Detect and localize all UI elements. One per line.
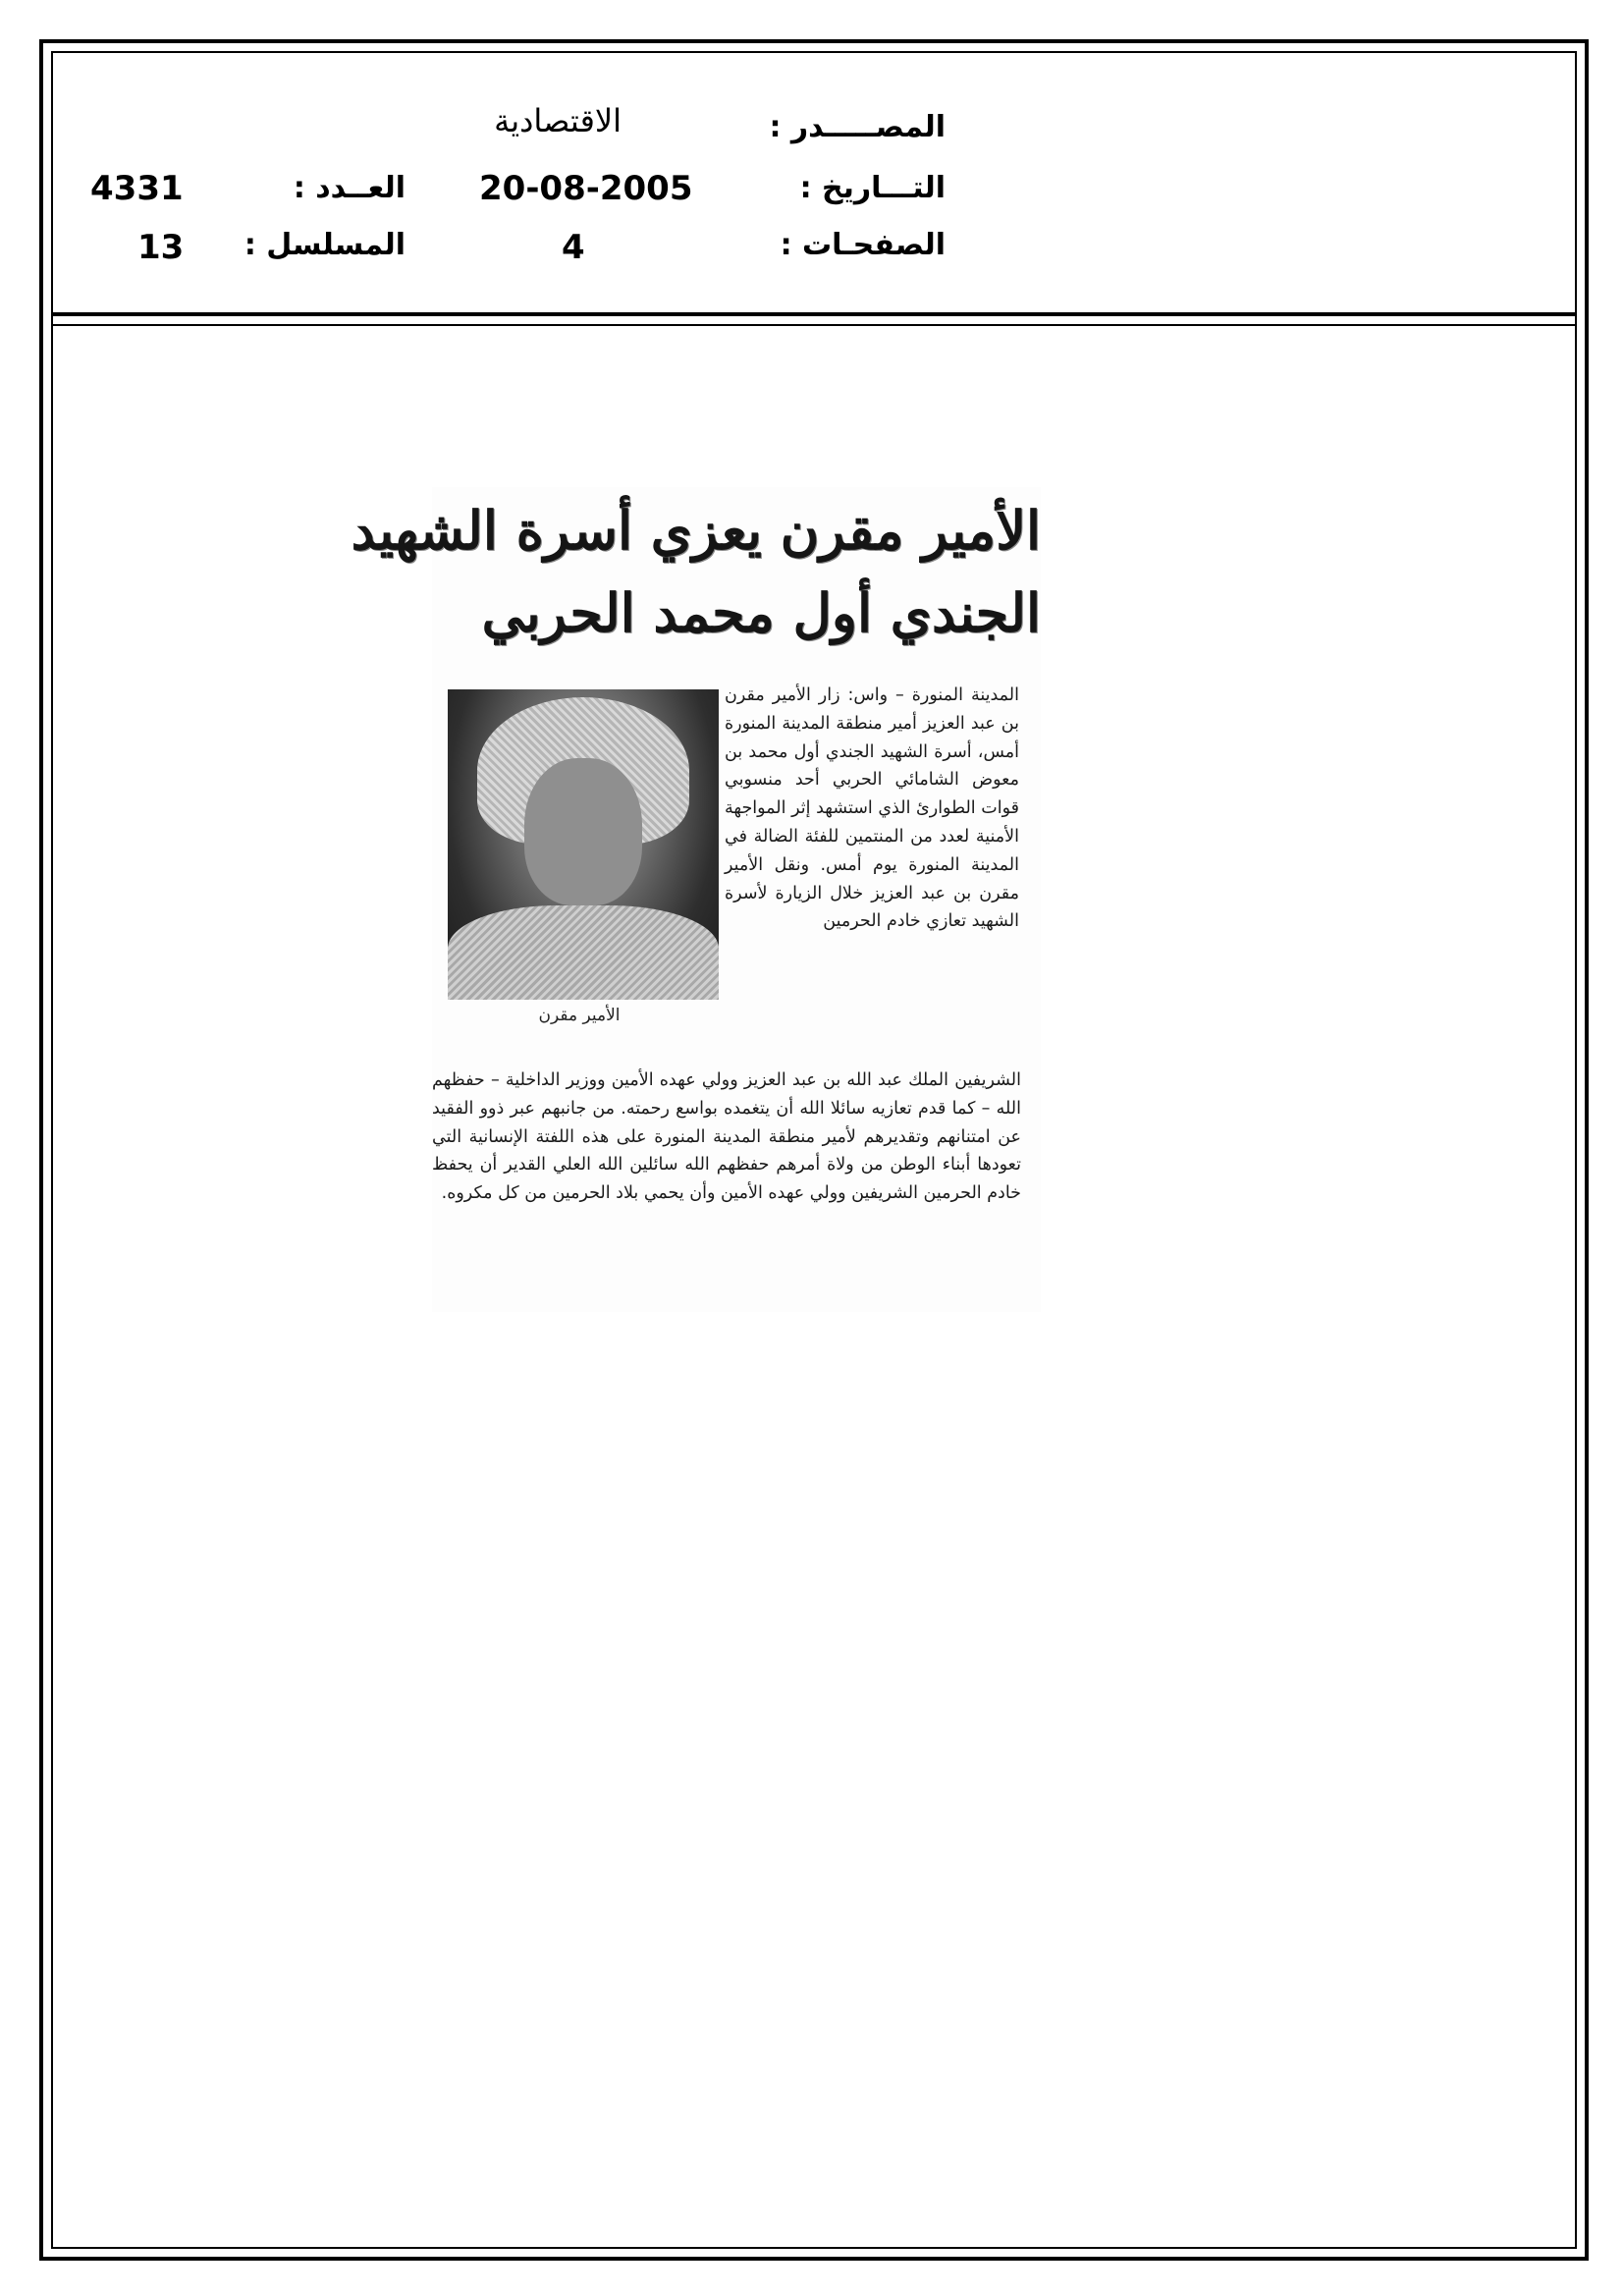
serial-value: 13 [137, 228, 185, 267]
prince-photo [448, 689, 719, 1000]
newspaper-clipping [351, 487, 1041, 1312]
issue-label: العــدد : [293, 171, 406, 205]
serial-label: المسلسل : [243, 228, 406, 262]
photo-caption: الأمير مقرن [538, 1006, 621, 1025]
date-value: 20-08-2005 [479, 169, 693, 208]
header-divider-thin [51, 324, 1577, 326]
source-value: الاقتصادية [494, 102, 622, 139]
source-label: المصـــــدر : [769, 110, 946, 144]
headline-line-1: الأمير مقرن يعزي أسرة الشهيد [351, 499, 1041, 562]
pages-value: 4 [562, 228, 585, 267]
pages-label: الصفحـات : [780, 228, 946, 262]
header-divider [51, 312, 1577, 316]
date-label: التـــاريخ : [799, 171, 946, 205]
article-body-continued: الشريفين الملك عبد الله بن عبد العزيز وولي عهده الأمين ووزير الداخلية – حفظهم الله – كما قدم تعازيه سائلا الله أن يتغمده بواسع رحمته. من جانبهم عبر ذوو الفقيد عن امتنانهم وتقديرهم لأمير منطقة المدينة المنورة على هذه اللفتة الإنسانية التي تعودها أبناء الوطن من ولاة أمرهم حفظهم الله سائلين الله العلي القدير أن يحفظ خادم الحرمين الشريفين وولي عهده الأمين وأن يحمي بلاد الحرمين من كل مكروه. [432, 1070, 1021, 1204]
issue-value: 4331 [90, 169, 184, 208]
headline-line-2: الجندي أول محمد الحربي [481, 581, 1041, 644]
article-body-column: المدينة المنورة – واس: زار الأمير مقرن بن عبد العزيز أمير منطقة المدينة المنورة أمس، أسرة الشهيد الجندي أول محمد بن معوض الشامائي الحربي أحد منسوبي قوات الطوارئ الذي استشهد إثر المواجهة الأمنية لعدد من المنتمين للفئة الضالة في المدينة المنورة يوم أمس. ونقل الأمير مقرن بن عبد العزيز خلال الزيارة لأسرة الشهيد تعازي خادم الحرمين [725, 685, 1019, 932]
